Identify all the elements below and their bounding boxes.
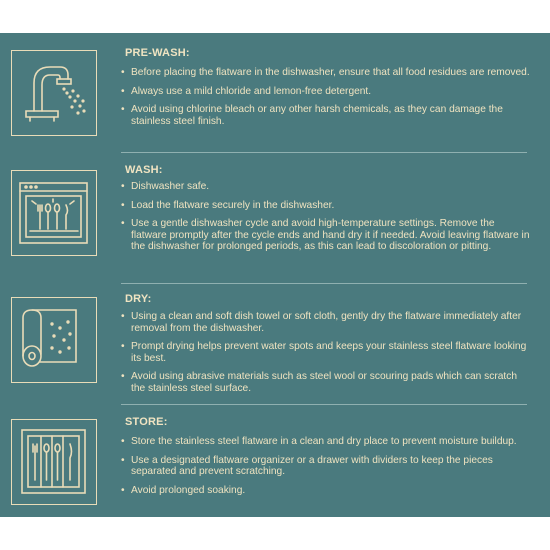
- bullet-list: [121, 311, 533, 401]
- section-title: WASH:: [125, 164, 163, 176]
- towel-roll-icon: [11, 297, 97, 383]
- list-item: • Avoid using abrasive materials such as steel wool or scouring pads which can scratch the stainless steel surface.: [121, 371, 533, 394]
- list-item: • Store the stainless steel flatware in a clean and dry place to prevent moisture buildup.: [121, 436, 533, 448]
- section-divider: [121, 283, 527, 284]
- section-divider: [121, 404, 527, 405]
- bullet-list: [121, 436, 533, 503]
- section-title: STORE:: [125, 416, 168, 428]
- care-instructions-panel: [0, 33, 550, 517]
- faucet-icon: [11, 50, 97, 136]
- list-item: • Load the flatware securely in the dishwasher.: [121, 200, 533, 212]
- list-item: • Use a gentle dishwasher cycle and avoid high-temperature settings. Remove the flatware promptly after the cycle ends and hand dry it if needed. Avoid leaving flatware in the dishwasher for prolonged periods, as this can lead to discoloration or pitting.: [121, 218, 533, 253]
- list-item: • Always use a mild chloride and lemon-free detergent.: [121, 86, 533, 98]
- dishwasher-icon: [11, 170, 97, 256]
- list-item: • Avoid prolonged soaking.: [121, 485, 533, 497]
- flatware-drawer-icon: [11, 419, 97, 505]
- bullet-list: [121, 181, 533, 260]
- section-divider: [121, 152, 527, 153]
- bullet-list: [121, 67, 533, 134]
- list-item: • Avoid using chlorine bleach or any other harsh chemicals, as they can damage the stainless steel finish.: [121, 104, 533, 127]
- list-item: • Use a designated flatware organizer or a drawer with dividers to keep the pieces separated and prevent scratching.: [121, 455, 533, 478]
- list-item: • Prompt drying helps prevent water spots and keeps your stainless steel flatware looking its best.: [121, 341, 533, 364]
- list-item: • Dishwasher safe.: [121, 181, 533, 193]
- section-title: PRE-WASH:: [125, 47, 190, 59]
- list-item: • Before placing the flatware in the dishwasher, ensure that all food residues are removed.: [121, 67, 533, 79]
- section-title: DRY:: [125, 293, 152, 305]
- list-item: • Using a clean and soft dish towel or soft cloth, gently dry the flatware immediately after removal from the dishwasher.: [121, 311, 533, 334]
